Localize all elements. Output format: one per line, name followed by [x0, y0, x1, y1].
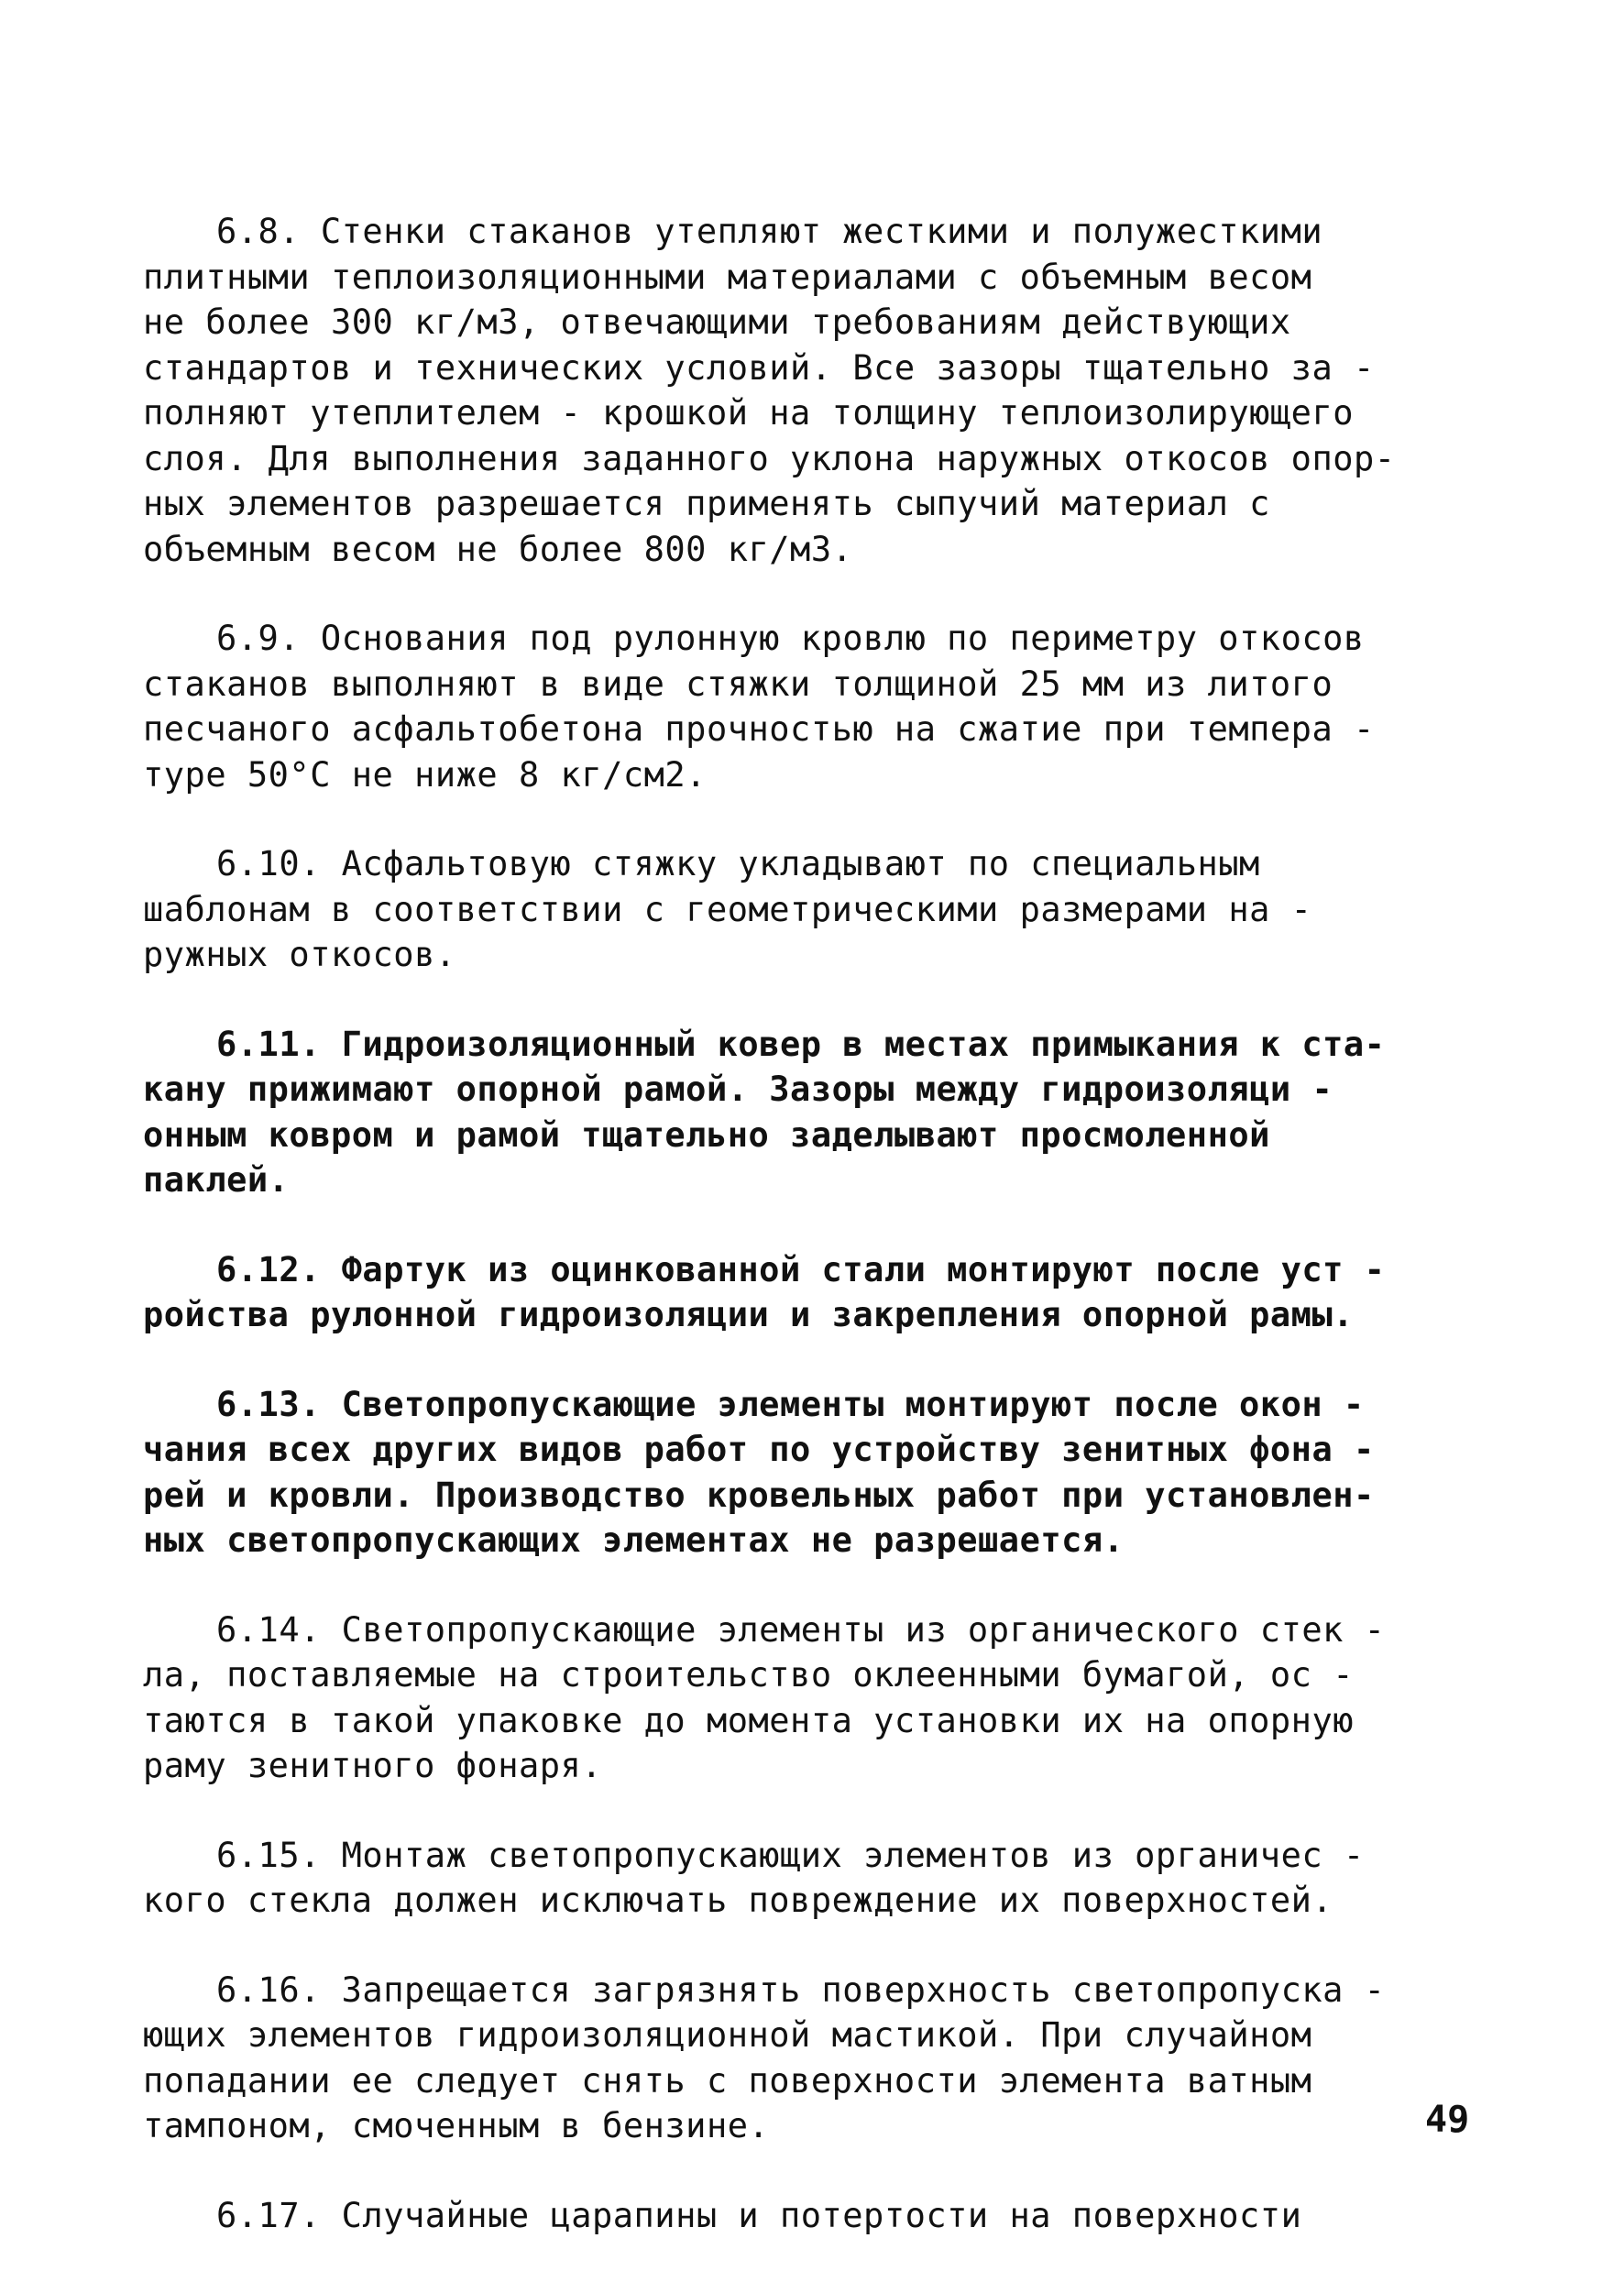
- text-line: не более 300 кг/м3, отвечающими требованиям действующих: [143, 302, 1291, 342]
- text-line: чания всех других видов работ по устройству зенитных фона -: [143, 1430, 1375, 1469]
- text-line: слоя. Для выполнения заданного уклона наружных откосов опор-: [143, 438, 1396, 478]
- text-line: шаблонам в соответствии с геометрическими размерами на -: [143, 889, 1312, 929]
- text-line: ных светопропускающих элементах не разрешается.: [143, 1520, 1125, 1560]
- text-line: ла, поставляемые на строительство оклеенными бумагой, ос -: [143, 1655, 1355, 1695]
- document-body: [143, 209, 1481, 2282]
- paragraph-6-16: [143, 1968, 1481, 2149]
- text-line: ющих элементов гидроизоляционной мастикой. При случайном: [143, 2015, 1312, 2055]
- text-line: попадании ее следует снять с поверхности элемента ватным: [143, 2060, 1312, 2101]
- paragraph-6-10: [143, 841, 1481, 978]
- text-line: песчаного асфальтобетона прочностью на сжатие при темпера -: [143, 709, 1375, 749]
- text-line: онным ковром и рамой тщательно заделывают просмоленной: [143, 1114, 1270, 1155]
- text-line: кого стекла должен исключать повреждение их поверхностей.: [143, 1881, 1333, 1920]
- paragraph-6-14: [143, 1607, 1481, 1789]
- text-line: 6.14. Светопропускающие элементы из органического стек -: [216, 1609, 1386, 1650]
- text-line: плитными теплоизоляционными материалами с объемным весом: [143, 257, 1312, 297]
- text-line: ружных откосов.: [143, 935, 456, 974]
- text-line: 6.8. Стенки стаканов утепляют жесткими и полужесткими: [216, 212, 1323, 251]
- text-line: 6.9. Основания под рулонную кровлю по периметру откосов: [216, 619, 1365, 658]
- text-line: стаканов выполняют в виде стяжки толщиной 25 мм из литого: [143, 664, 1333, 704]
- text-line: туре 50°С не ниже 8 кг/см2.: [143, 754, 707, 795]
- text-line: 6.17. Случайные царапины и потертости на поверхности: [216, 2195, 1302, 2235]
- text-line: 6.12. Фартук из оцинкованной стали монтируют после уст -: [216, 1249, 1386, 1289]
- text-line: 6.11. Гидроизоляционный ковер в местах примыкания к ста-: [216, 1024, 1386, 1064]
- paragraph-6-17: [143, 2193, 1481, 2239]
- paragraph-6-11: [143, 1022, 1481, 1203]
- text-line: стандартов и технических условий. Все зазоры тщательно за -: [143, 347, 1375, 388]
- text-line: таются в такой упаковке до момента установки их на опорную: [143, 1700, 1355, 1740]
- paragraph-6-9: [143, 616, 1481, 797]
- text-line: паклей.: [143, 1160, 290, 1200]
- paragraph-6-8: [143, 209, 1481, 572]
- text-line: полняют утеплителем - крошкой на толщину теплоизолирующего: [143, 393, 1355, 433]
- text-line: 6.10. Асфальтовую стяжку укладывают по специальным: [216, 844, 1260, 883]
- text-line: кану прижимают опорной рамой. Зазоры между гидроизоляци -: [143, 1070, 1333, 1109]
- page-number: 49: [1425, 2099, 1470, 2141]
- paragraph-6-12: [143, 1247, 1481, 1338]
- paragraph-6-15: [143, 1833, 1481, 1924]
- text-line: ройства рулонной гидроизоляции и закрепления опорной рамы.: [143, 1295, 1355, 1334]
- text-line: объемным весом не более 800 кг/м3.: [143, 529, 853, 569]
- text-line: тампоном, смоченным в бензине.: [143, 2106, 770, 2145]
- paragraph-6-13: [143, 1382, 1481, 1563]
- text-line: рей и кровли. Производство кровельных работ при установлен-: [143, 1475, 1375, 1515]
- text-line: 6.15. Монтаж светопропускающих элементов из органичес -: [216, 1835, 1365, 1875]
- text-line: 6.13. Светопропускающие элементы монтируют после окон -: [216, 1384, 1365, 1424]
- text-line: раму зенитного фонаря.: [143, 1746, 603, 1785]
- text-line: 6.16. Запрещается загрязнять поверхность светопропуска -: [216, 1969, 1386, 2010]
- text-line: ных элементов разрешается применять сыпучий материал с: [143, 484, 1270, 523]
